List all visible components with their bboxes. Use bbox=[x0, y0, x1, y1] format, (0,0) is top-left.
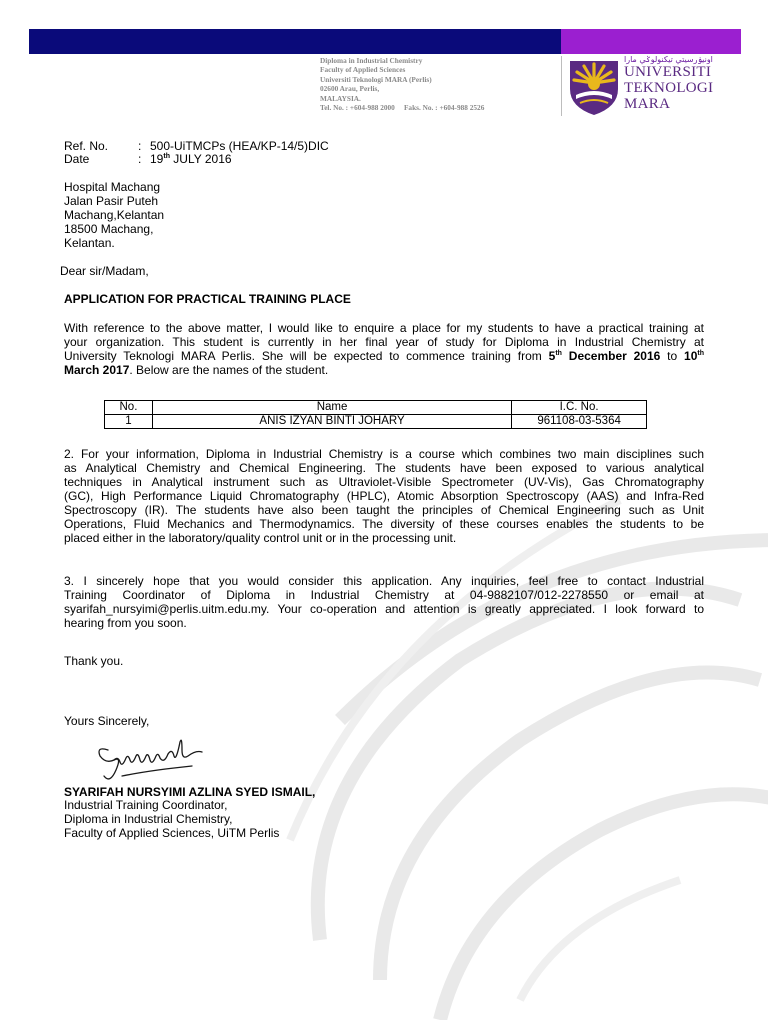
date-rest: JULY 2016 bbox=[169, 152, 232, 166]
paragraph-line: hearing from you soon. bbox=[64, 616, 187, 630]
start-date-rest: December 2016 bbox=[561, 349, 661, 363]
table-header-cell: I.C. No. bbox=[512, 401, 647, 415]
date-suffix: th bbox=[163, 153, 170, 160]
address-line: Faculty of Applied Sciences bbox=[320, 65, 406, 75]
letterhead-fax: Faks. No. : +604-988 2526 bbox=[403, 103, 485, 113]
address-line: Universiti Teknologi MARA (Perlis) bbox=[320, 74, 432, 84]
paragraph-line: (GC), High Performance Liquid Chromatography (HPLC), Atomic Absorption Spectroscopy (AAS) and Infra-Red bbox=[64, 489, 704, 503]
closing: Yours Sincerely, bbox=[64, 714, 150, 728]
start-date-suffix: th bbox=[555, 350, 562, 357]
paragraph-line: syarifah_nursyimi@perlis.uitm.edu.my. Your co-operation and attention is greatly appreciated. I look forward to bbox=[64, 602, 704, 616]
table-header-cell: No. bbox=[105, 401, 153, 415]
signer-name: SYARIFAH NURSYIMI AZLINA SYED ISMAIL, bbox=[64, 785, 316, 799]
end-date-number: 10 bbox=[684, 349, 698, 363]
date-day: 19 bbox=[150, 152, 164, 166]
header-band-purple bbox=[561, 29, 741, 54]
ref-number-row bbox=[64, 139, 329, 153]
university-name bbox=[624, 64, 749, 112]
header-band-navy bbox=[29, 29, 561, 54]
paragraph-line: Spectroscopy (IR). The students have also been taught the principles of Chemical Engineering such as Unit bbox=[64, 503, 704, 517]
letterhead-contact bbox=[320, 103, 560, 112]
paragraph-line: 2. For your information, Diploma in Industrial Chemistry is a course which combines two main disciplines such bbox=[64, 447, 704, 461]
start-date-number: 5 bbox=[548, 349, 556, 363]
intro-line: With reference to the above matter, I would like to enquire a place for my students to have a practical training at bbox=[64, 321, 704, 335]
letterhead-address bbox=[320, 56, 560, 112]
intro-line bbox=[64, 349, 704, 363]
thank-you: Thank you. bbox=[64, 654, 124, 668]
signer-title-line: Faculty of Applied Sciences, UiTM Perlis bbox=[64, 826, 280, 840]
ref-number-colon: : bbox=[138, 139, 142, 153]
paragraph-line: Training Coordinator of Diploma in Industrial Chemistry at 04-9882107/012-2278550 or email at bbox=[64, 588, 704, 602]
date-colon: : bbox=[138, 152, 142, 166]
student-table bbox=[104, 400, 647, 429]
intro-to: to bbox=[660, 349, 685, 363]
recipient-line: 18500 Machang, bbox=[64, 222, 154, 236]
intro-paragraph bbox=[64, 321, 704, 377]
letterhead-tel: Tel. No. : +604-988 2000 bbox=[320, 103, 395, 113]
table-cell: ANIS IZYAN BINTI JOHARY bbox=[152, 415, 511, 429]
university-name-line: UNIVERSITI bbox=[624, 64, 712, 80]
university-name-jawi: اونيۏرسيتي تيكنولوݢي مارا bbox=[624, 55, 713, 64]
paragraph-line: techniques in Analytical instrument such as Ultraviolet-Visible Spectrometer (UV-Vis), Gas Chromatography bbox=[64, 475, 704, 489]
salutation: Dear sir/Madam, bbox=[60, 264, 149, 278]
recipient-line: Hospital Machang bbox=[64, 180, 161, 194]
subject-heading: APPLICATION FOR PRACTICAL TRAINING PLACE bbox=[64, 292, 351, 306]
address-line: 02600 Arau, Perlis, bbox=[320, 84, 380, 94]
end-date-suffix: th bbox=[697, 350, 704, 357]
university-name-line: TEKNOLOGI bbox=[624, 80, 714, 96]
table-cell: 961108-03-5364 bbox=[512, 415, 647, 429]
paragraph-3 bbox=[64, 574, 704, 630]
table-header-row bbox=[105, 401, 647, 415]
table-row bbox=[105, 415, 647, 429]
signature-icon bbox=[92, 730, 212, 788]
signer-title-line: Industrial Training Coordinator, bbox=[64, 798, 228, 812]
intro-line-text: University Teknologi MARA Perlis. She will be expected to commence training from bbox=[64, 349, 549, 363]
logo-divider bbox=[561, 56, 562, 116]
intro-line bbox=[64, 363, 704, 377]
ref-number-label: Ref. No. bbox=[64, 139, 109, 153]
paragraph-line: as Analytical Chemistry and Chemical Engineering. The students have been exposed to various analytical bbox=[64, 461, 704, 475]
end-date-month: March 2017 bbox=[64, 363, 130, 377]
address-line: Diploma in Industrial Chemistry bbox=[320, 56, 423, 65]
paragraph-line: placed either in the laboratory/quality control unit or in the processing unit. bbox=[64, 531, 457, 545]
university-name-line: MARA bbox=[624, 96, 671, 112]
date-row bbox=[64, 152, 232, 166]
recipient-line: Kelantan. bbox=[64, 236, 115, 250]
intro-line: your organization. This student is currently in her final year of study for Diploma in Industrial Chemistry at bbox=[64, 335, 704, 349]
paragraph-line: 3. I sincerely hope that you would consider this application. Any inquiries, feel free to contact Industrial bbox=[64, 574, 704, 588]
ref-number-value: 500-UiTMCPs (HEA/KP-14/5)DIC bbox=[150, 139, 329, 153]
recipient-line: Jalan Pasir Puteh bbox=[64, 194, 159, 208]
paragraph-2 bbox=[64, 447, 704, 545]
table-cell: 1 bbox=[105, 415, 153, 429]
intro-line-text: . Below are the names of the student. bbox=[129, 363, 329, 377]
address-line: MALAYSIA. bbox=[320, 93, 361, 103]
table-header-cell: Name bbox=[152, 401, 511, 415]
paragraph-line: Operations, Fluid Mechanics and Thermodynamics. The diversity of these courses enables the students to be bbox=[64, 517, 704, 531]
recipient-line: Machang,Kelantan bbox=[64, 208, 165, 222]
signer-title-line: Diploma in Industrial Chemistry, bbox=[64, 812, 233, 826]
date-label: Date bbox=[64, 152, 90, 166]
